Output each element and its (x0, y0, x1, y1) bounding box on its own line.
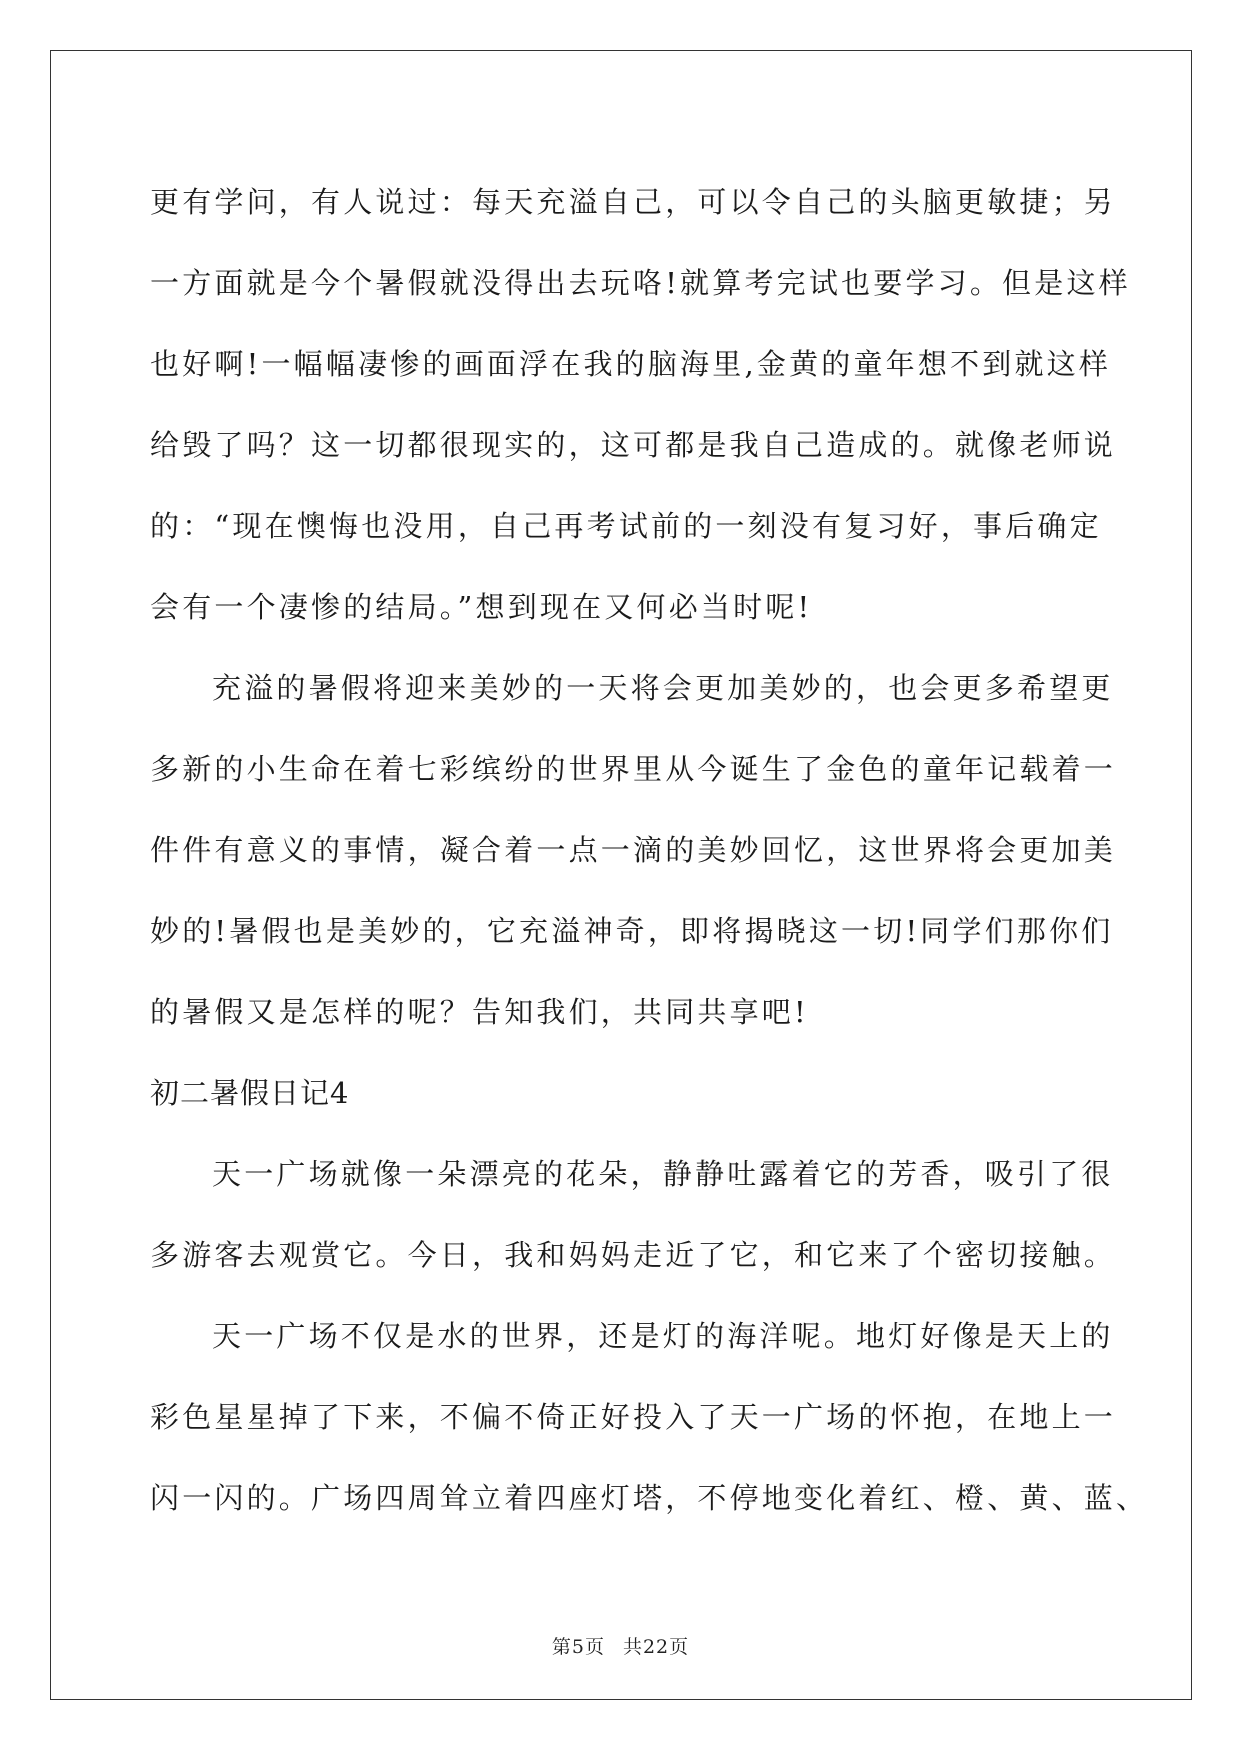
text-line: 闪一闪的。广场四周耸立着四座灯塔，不停地变化着红、橙、黄、蓝、 (150, 1481, 1149, 1515)
document-body (150, 162, 1149, 1539)
text-line: 充溢的暑假将迎来美妙的一天将会更加美妙的，也会更多希望更 (212, 671, 1114, 705)
section-heading: 初二暑假日记4 (150, 1076, 350, 1110)
text-line: 的暑假又是怎样的呢？告知我们，共同共享吧! (150, 995, 809, 1029)
text-line: 更有学问，有人说过：每天充溢自己，可以令自己的头脑更敏捷；另 (150, 185, 1117, 219)
text-line: 天一广场就像一朵漂亮的花朵，静静吐露着它的芳香，吸引了很 (212, 1157, 1114, 1191)
text-line: 给毁了吗？这一切都很现实的，这可都是我自己造成的。就像老师说 (150, 428, 1117, 462)
paragraph-2 (150, 648, 1117, 1053)
text-line: 天一广场不仅是水的世界，还是灯的海洋呢。地灯好像是天上的 (212, 1319, 1114, 1353)
text-line: 多游客去观赏它。今日，我和妈妈走近了它，和它来了个密切接触。 (150, 1238, 1117, 1272)
text-line: 也好啊!一幅幅凄惨的画面浮在我的脑海里,金黄的童年想不到就这样 (150, 347, 1112, 381)
text-line: 多新的小生命在着七彩缤纷的世界里从今诞生了金色的童年记载着一 (150, 752, 1117, 786)
paragraph-4 (150, 1296, 1149, 1539)
paragraph-1 (150, 162, 1131, 648)
page-footer (0, 1632, 1241, 1659)
text-line: 一方面就是今个暑假就没得出去玩咯!就算考完试也要学习。但是这样 (150, 266, 1131, 300)
text-line: 的：“现在懊悔也没用，自己再考试前的一刻没有复习好，事后确定 (150, 509, 1102, 543)
paragraph-3 (150, 1134, 1117, 1296)
page-total: 共22页 (622, 1636, 690, 1658)
text-line: 会有一个凄惨的结局。”想到现在又何必当时呢! (150, 590, 813, 624)
text-line: 彩色星星掉了下来，不偏不倚正好投入了天一广场的怀抱，在地上一 (150, 1400, 1117, 1434)
page-number: 第5页 (551, 1636, 605, 1658)
text-line: 件件有意义的事情，凝合着一点一滴的美妙回忆，这世界将会更加美 (150, 833, 1117, 867)
text-line: 妙的!暑假也是美妙的，它充溢神奇，即将揭晓这一切!同学们那你们 (150, 914, 1114, 948)
